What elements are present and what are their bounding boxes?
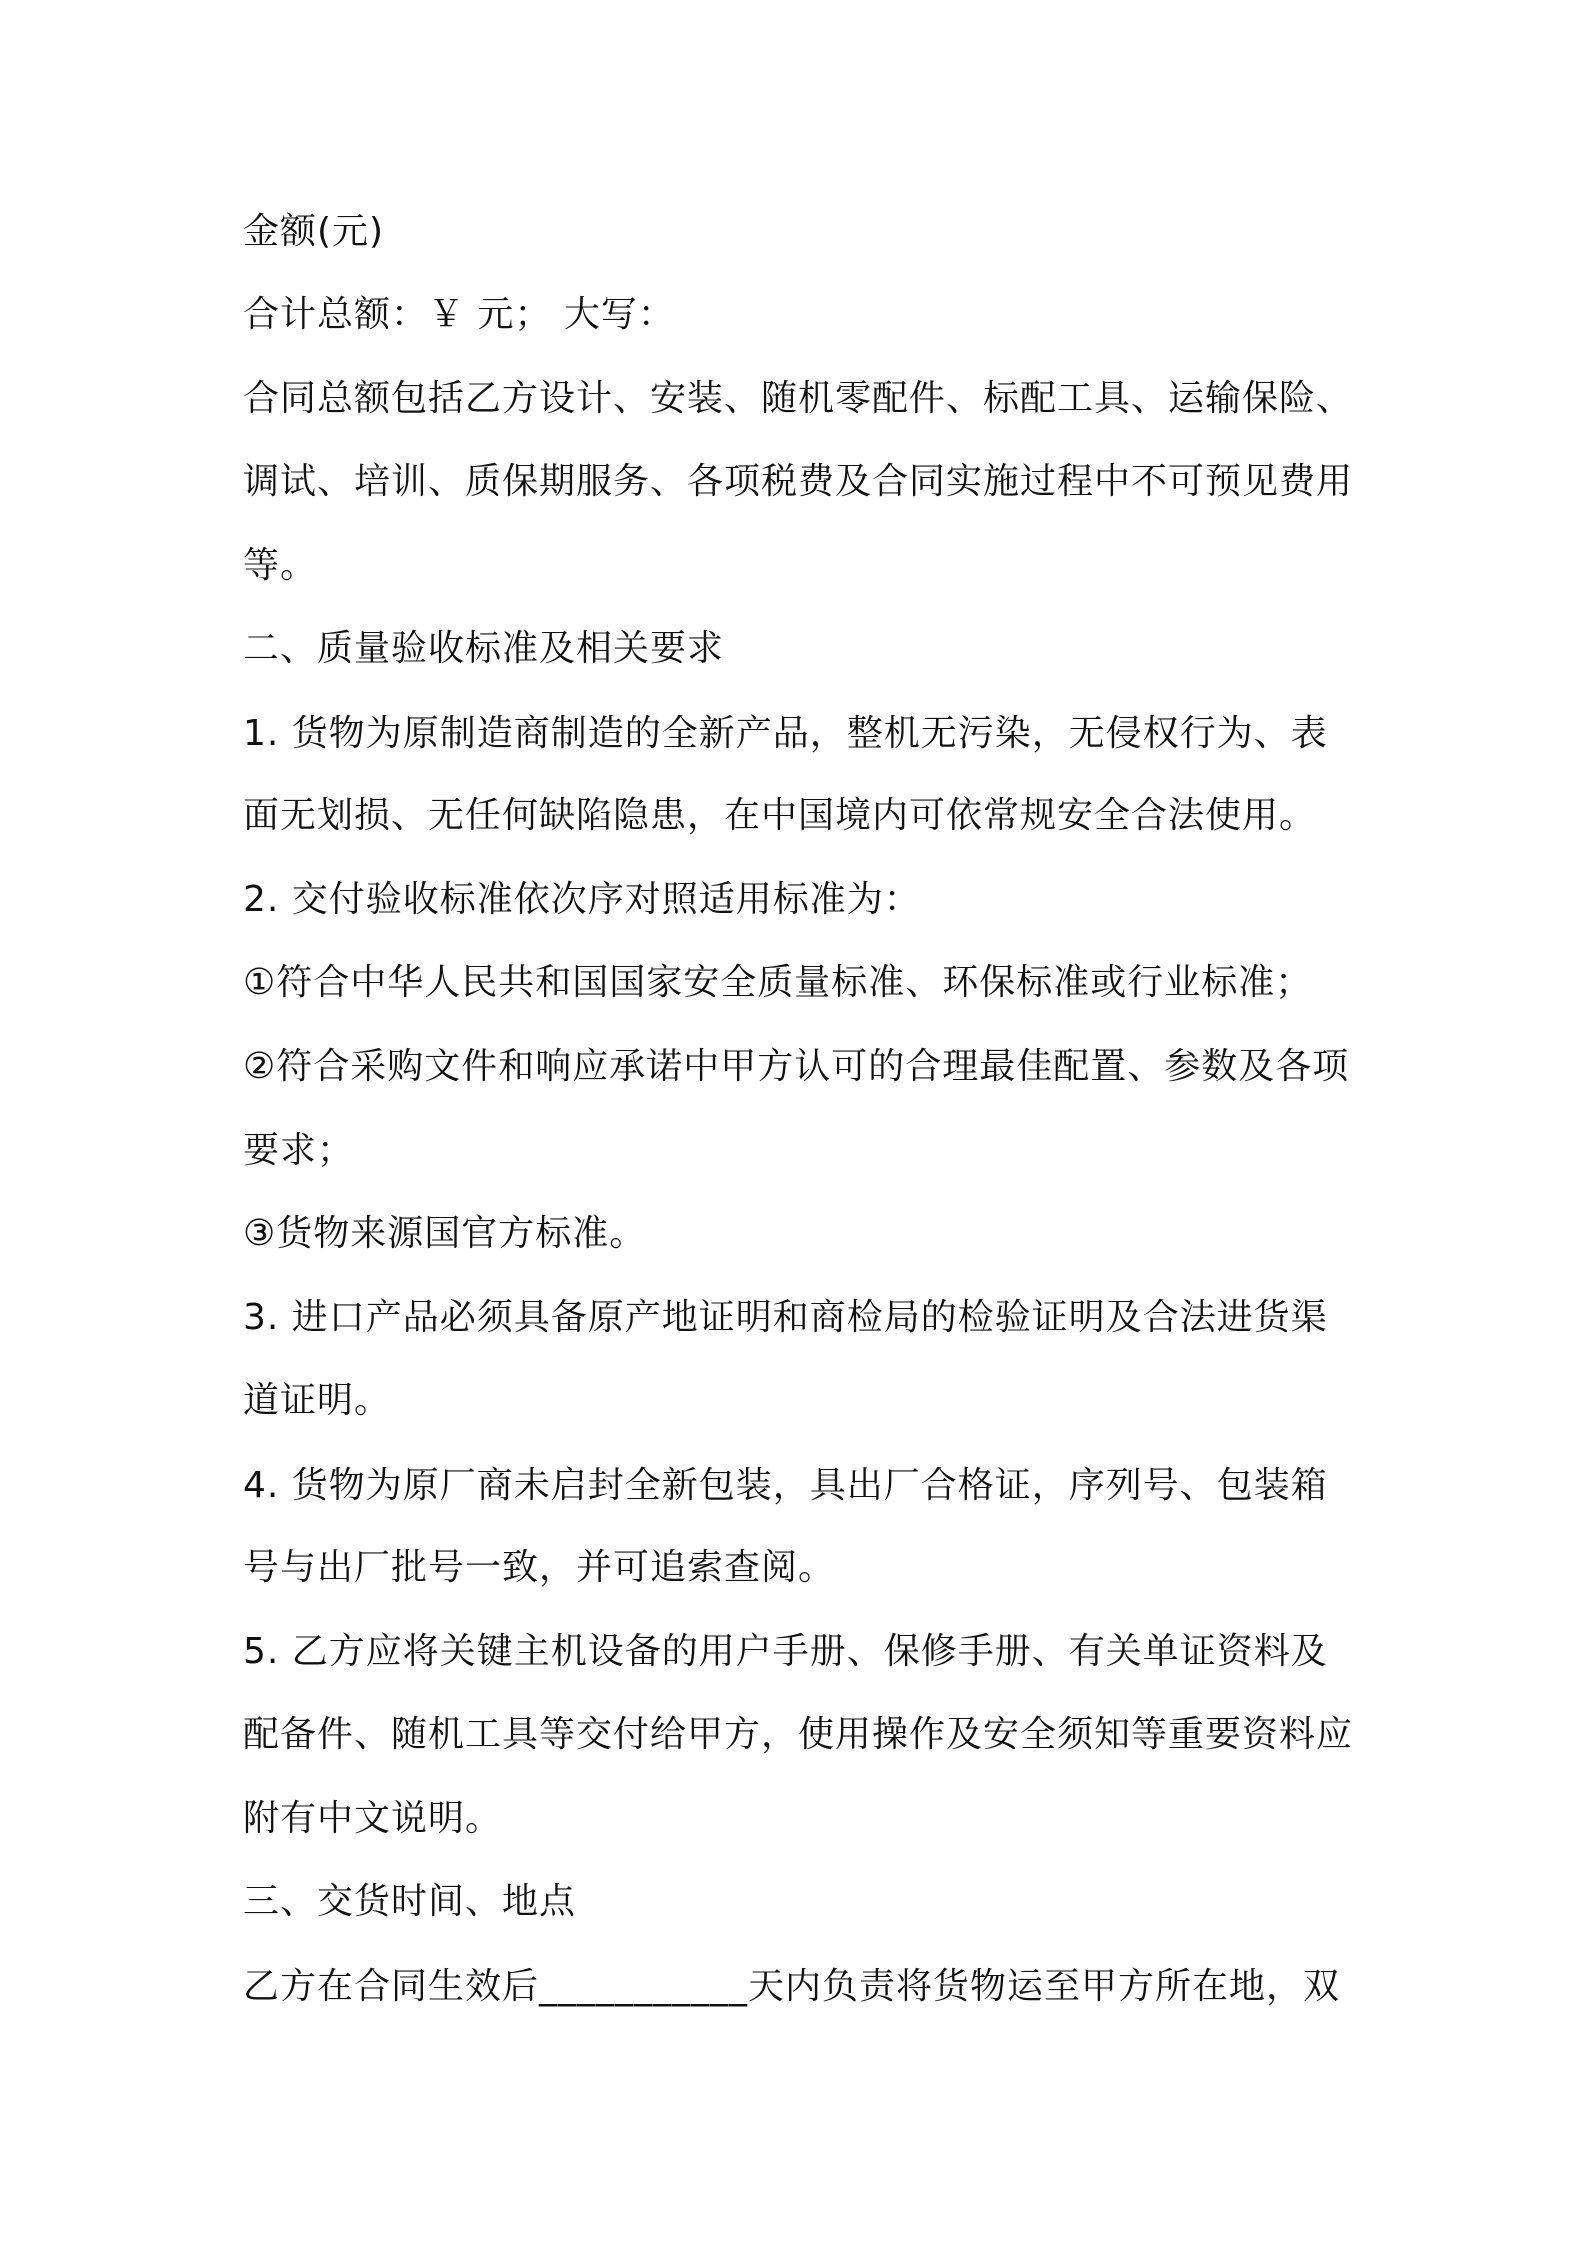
paragraph-line: 合同总额包括乙方设计、安装、随机零配件、标配工具、运输保险、 [243, 378, 1354, 419]
section-heading-delivery: 三、交货时间、地点 [243, 1881, 577, 1922]
list-item-5: 5. 乙方应将关键主机设备的用户手册、保修手册、有关单证资料及 [243, 1631, 1328, 1672]
amount-label: 金额(元) [243, 211, 385, 252]
list-item-5-continued: 附有中文说明。 [243, 1798, 503, 1839]
section-heading-quality: 二、质量验收标准及相关要求 [243, 628, 725, 669]
paragraph-line: 等。 [243, 545, 318, 586]
sub-item-2-continued: 要求； [243, 1130, 355, 1171]
list-item-2: 2. 交付验收标准依次序对照适用标准为： [243, 879, 921, 920]
list-item-3: 3. 进口产品必须具备原产地证明和商检局的检验证明及合法进货渠 [243, 1297, 1328, 1338]
sub-item-1: ①符合中华人民共和国国家安全质量标准、环保标准或行业标准； [243, 962, 1313, 1003]
list-item-1-continued: 面无划损、无任何缺陷隐患，在中国境内可依常规安全合法使用。 [243, 795, 1317, 836]
list-item-1: 1. 货物为原制造商制造的全新产品，整机无污染，无侵权行为、表 [243, 713, 1328, 754]
paragraph-line: 调试、培训、质保期服务、各项税费及合同实施过程中不可预见费用 [243, 461, 1354, 502]
paragraph-line: 乙方在合同生效后___________天内负责将货物运至甲方所在地，双 [243, 1966, 1341, 2007]
list-item-4-continued: 号与出厂批号一致，并可追索查阅。 [243, 1547, 836, 1588]
list-item-5-continued: 配备件、随机工具等交付给甲方，使用操作及安全须知等重要资料应 [243, 1714, 1354, 1755]
list-item-3-continued: 道证明。 [243, 1380, 392, 1421]
list-item-4: 4. 货物为原厂商未启封全新包装，具出厂合格证，序列号、包装箱 [243, 1465, 1328, 1506]
sub-item-2: ②符合采购文件和响应承诺中甲方认可的合理最佳配置、参数及各项 [243, 1046, 1350, 1087]
total-amount-line: 合计总额：￥ 元； 大写： [243, 294, 675, 335]
sub-item-3: ③货物来源国官方标准。 [243, 1213, 647, 1254]
